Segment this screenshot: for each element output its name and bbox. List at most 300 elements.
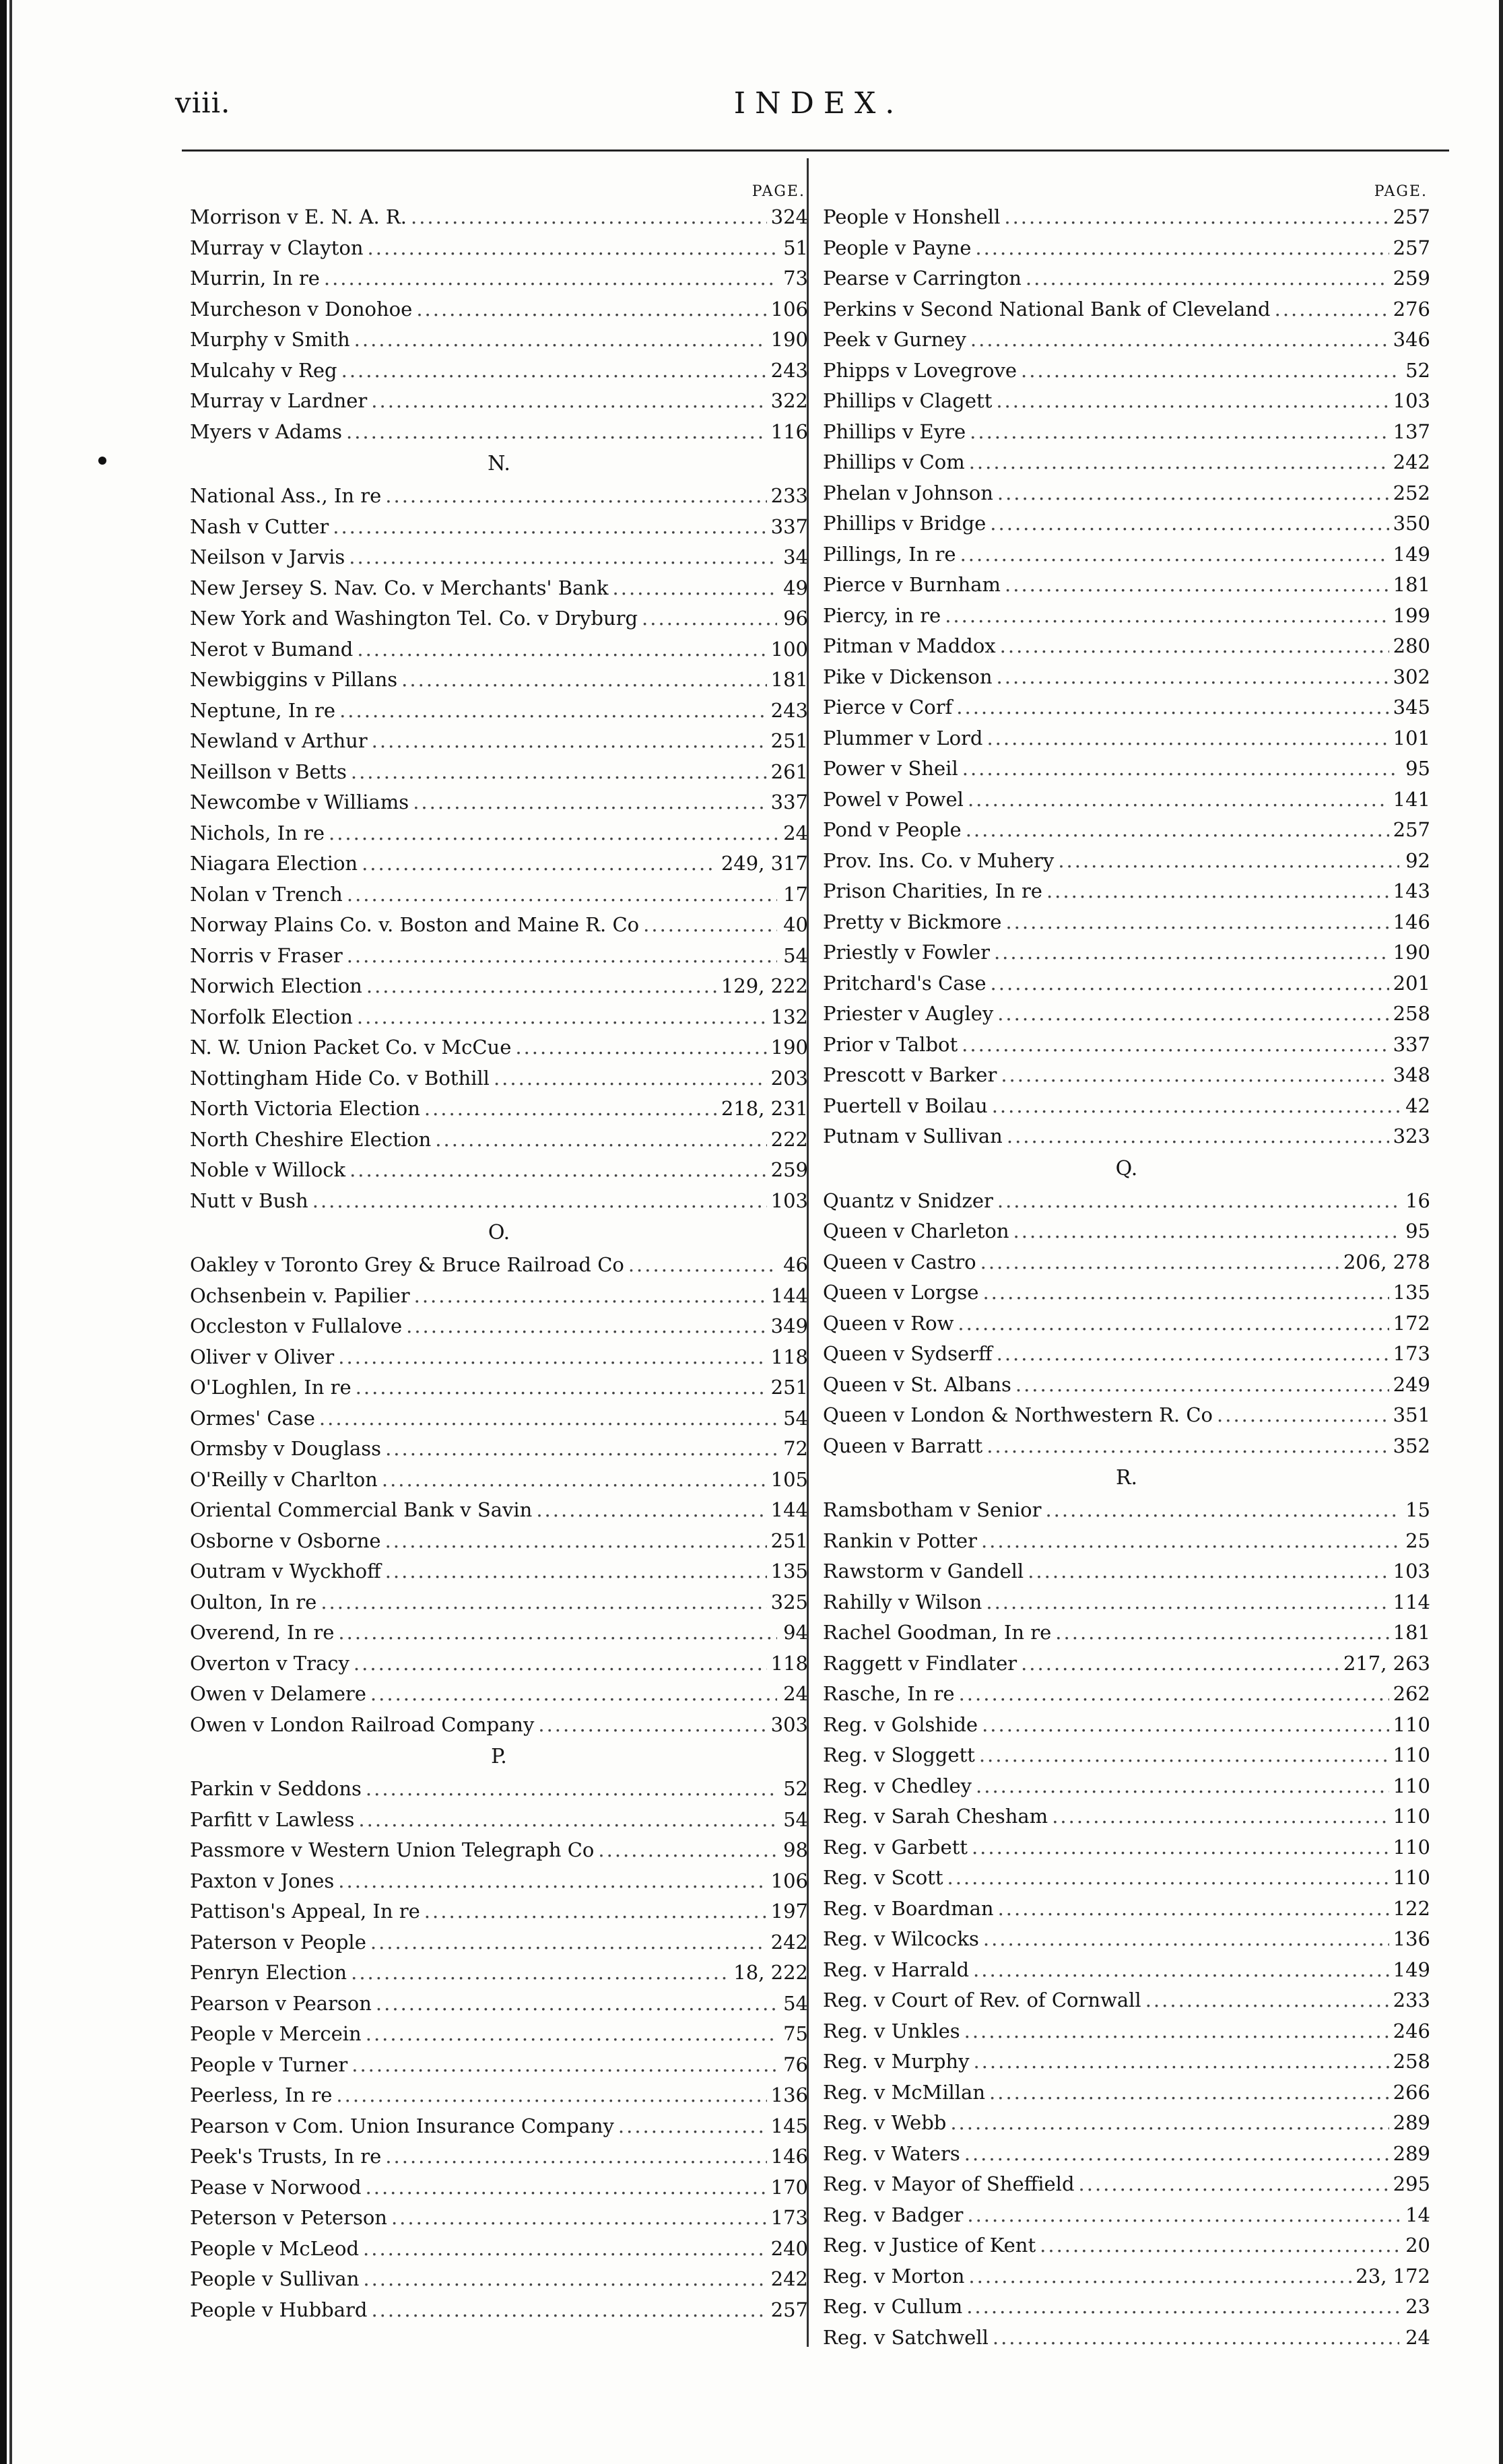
index-entry: [823, 2077, 1430, 2108]
index-entry: [190, 910, 808, 941]
page-number: 118: [770, 1651, 808, 1675]
index-entry: [823, 2323, 1430, 2354]
case-name: Rasche, In re: [823, 1682, 955, 1705]
dot-leader: [959, 1679, 1389, 1710]
dot-leader: [992, 1091, 1399, 1122]
case-name: New York and Washington Tel. Co. v Dryburg: [190, 607, 638, 630]
page-number: 149: [1393, 542, 1430, 566]
case-name: Morrison v E. N. A. R.: [190, 205, 407, 228]
page-number: 261: [770, 760, 808, 783]
dot-leader: [336, 2080, 766, 2111]
index-entry: [190, 2264, 808, 2295]
case-name: Reg. v Webb: [823, 2111, 947, 2134]
dot-leader: [1145, 1985, 1389, 2016]
index-entry: [190, 1495, 808, 1526]
page-number: 101: [1393, 726, 1430, 750]
page-number: 280: [1393, 634, 1430, 657]
page-number: 259: [770, 1158, 808, 1181]
dot-leader: [991, 968, 1389, 999]
case-name: Neillson v Betts: [190, 760, 347, 783]
index-entry: [823, 1924, 1430, 1955]
case-name: Pond v People: [823, 818, 962, 841]
index-entry: [823, 325, 1430, 356]
case-name: Outram v Wyckhoff: [190, 1560, 381, 1583]
index-entry: [190, 1342, 808, 1373]
page-number: 94: [783, 1621, 808, 1644]
index-entry: [823, 1091, 1430, 1122]
index-entry: [190, 2295, 808, 2326]
dot-leader: [618, 2111, 767, 2142]
page-number: 258: [1393, 1002, 1430, 1025]
page-number: 144: [770, 1498, 808, 1521]
index-entry: [190, 386, 808, 417]
dot-leader: [1217, 1400, 1389, 1431]
index-entry: [823, 1771, 1430, 1802]
dot-leader: [357, 1002, 767, 1033]
dot-leader: [1058, 846, 1399, 877]
dot-leader: [962, 1030, 1389, 1061]
index-entry: [190, 2141, 808, 2172]
page-number: 54: [783, 943, 808, 967]
dot-leader: [993, 2323, 1399, 2354]
index-entry: [190, 294, 808, 325]
index-entry: [190, 1403, 808, 1434]
case-name: Reg. v Golshide: [823, 1712, 978, 1736]
page-number: 251: [770, 729, 808, 752]
dot-leader: [357, 634, 766, 665]
dot-leader: [333, 512, 766, 543]
case-name: Oulton, In re: [190, 1590, 317, 1613]
index-entry: [190, 1125, 808, 1156]
dot-leader: [990, 508, 1389, 539]
index-section: [190, 447, 808, 1216]
section-letter-heading: N.: [488, 452, 510, 475]
index-entry: [823, 294, 1430, 325]
page-number: 190: [770, 328, 808, 351]
page-number: 122: [1393, 1896, 1430, 1920]
page-number: 249, 317: [721, 852, 808, 875]
index-entry: [823, 1587, 1430, 1618]
case-name: Noble v Willock: [190, 1158, 346, 1181]
page-number: 337: [770, 514, 808, 538]
case-name: Reg. v Harrald: [823, 1958, 970, 1981]
index-section: [823, 1461, 1430, 2353]
index-entry: [190, 879, 808, 910]
page-number: 75: [783, 2022, 808, 2045]
index-entry: [823, 754, 1430, 785]
index-entry: [823, 1526, 1430, 1557]
case-name: Occleston v Fullalove: [190, 1314, 403, 1337]
case-name: Pearson v Com. Union Insurance Company: [190, 2114, 614, 2137]
index-entry: [190, 417, 808, 448]
index-entry: [190, 202, 808, 233]
case-name: Queen v Charleton: [823, 1220, 1009, 1242]
page-number: 258: [1393, 2050, 1430, 2073]
index-entry: [823, 1649, 1430, 1679]
index-entry: [190, 1989, 808, 2020]
case-name: Murrin, In re: [190, 267, 320, 290]
dot-leader: [494, 1063, 767, 1094]
case-name: Reg. v Badger: [823, 2203, 964, 2226]
index-entry: [823, 601, 1430, 632]
dot-leader: [354, 325, 767, 356]
dot-leader: [1021, 1649, 1339, 1679]
index-entry: [190, 1835, 808, 1866]
case-name: Putnam v Sullivan: [823, 1125, 1003, 1147]
index-entry: [823, 478, 1430, 509]
index-entry: [190, 1250, 808, 1281]
dot-leader: [996, 386, 1389, 417]
index-entry: [190, 1465, 808, 1496]
page-number: 337: [770, 791, 808, 813]
dot-leader: [515, 1032, 766, 1063]
index-entry: [823, 2261, 1430, 2292]
dot-leader: [598, 1835, 777, 1866]
case-name: N. W. Union Packet Co. v McCue: [190, 1036, 512, 1059]
page-number: 246: [1393, 2019, 1430, 2042]
page-number: 110: [1393, 1774, 1430, 1797]
case-name: Prescott v Barker: [823, 1063, 997, 1086]
page-number: 145: [770, 2114, 808, 2137]
index-column-right: [823, 182, 1430, 2353]
page-number: 15: [1405, 1498, 1430, 1521]
dot-leader: [643, 910, 777, 941]
index-entry: [823, 785, 1430, 815]
case-name: Norfolk Election: [190, 1005, 353, 1028]
page-number: 173: [770, 2206, 808, 2229]
case-name: Puertell v Boilau: [823, 1094, 988, 1117]
case-name: Rankin v Potter: [823, 1529, 977, 1552]
dot-leader: [413, 787, 766, 818]
page-number: 25: [1405, 1529, 1430, 1552]
case-name: Owen v London Railroad Company: [190, 1712, 535, 1736]
page-edge-binding: [0, 0, 7, 2464]
index-entry: [823, 1030, 1430, 1061]
index-entry: [823, 233, 1430, 264]
dot-leader: [538, 1710, 766, 1741]
case-name: O'Loghlen, In re: [190, 1376, 352, 1399]
case-name: Pattison's Appeal, In re: [190, 1900, 420, 1923]
index-entry: [190, 1896, 808, 1927]
dot-leader: [363, 2264, 766, 2295]
page-column-label: PAGE.: [752, 183, 805, 200]
case-name: Piercy, in re: [823, 603, 941, 627]
case-name: Owen v Delamere: [190, 1682, 366, 1705]
case-name: Raggett v Findlater: [823, 1651, 1017, 1675]
dot-leader: [1005, 907, 1389, 938]
page-edge-right: [1499, 0, 1503, 2464]
page-number: 135: [770, 1560, 808, 1583]
page-number: 24: [1405, 2325, 1430, 2349]
dot-leader: [358, 1805, 777, 1836]
index-entry: [823, 417, 1430, 448]
dot-leader: [975, 233, 1389, 264]
case-name: Parkin v Seddons: [190, 1777, 362, 1800]
dot-leader: [352, 2050, 777, 2081]
index-entry: [823, 1277, 1430, 1308]
index-entry: [190, 726, 808, 757]
page-number: 240: [770, 2236, 808, 2260]
index-entry: [190, 665, 808, 696]
page-number: 172: [1393, 1311, 1430, 1335]
index-entry: [190, 603, 808, 634]
page-number: 295: [1393, 2172, 1430, 2195]
page-number: 106: [770, 1869, 808, 1892]
index-entry: [190, 573, 808, 604]
case-name: Phelan v Johnson: [823, 481, 993, 504]
page-number: 116: [770, 420, 808, 443]
dot-leader: [987, 1431, 1389, 1462]
page-number: 24: [783, 1682, 808, 1705]
case-name: Parfitt v Lawless: [190, 1807, 355, 1831]
case-name: Ormes' Case: [190, 1406, 315, 1430]
case-name: Queen v Sydserff: [823, 1342, 993, 1365]
page-number: 137: [1393, 420, 1430, 443]
case-name: Neptune, In re: [190, 698, 336, 722]
case-name: Reg. v Garbett: [823, 1835, 968, 1859]
page-number: 324: [770, 205, 808, 228]
index-entry: [190, 233, 808, 264]
dot-leader: [1079, 2169, 1389, 2200]
section-letter-heading: Q.: [1115, 1156, 1138, 1180]
case-name: Reg. v Mayor of Sheffield: [823, 2172, 1075, 2195]
page-number: 149: [1393, 1958, 1430, 1981]
case-name: Phillips v Eyre: [823, 420, 966, 443]
case-name: Reg. v Murphy: [823, 2050, 970, 2073]
page-number: 105: [770, 1467, 808, 1491]
case-name: Nottingham Hide Co. v Bothill: [190, 1066, 490, 1090]
case-name: Prov. Ins. Co. v Muhery: [823, 848, 1055, 872]
page-number: 323: [1393, 1125, 1430, 1147]
page-number: 242: [1393, 451, 1430, 473]
case-name: Ormsby v Douglass: [190, 1437, 382, 1460]
index-entry: [823, 1308, 1430, 1339]
case-name: Rawstorm v Gandell: [823, 1560, 1024, 1583]
page-number: 143: [1393, 879, 1430, 902]
dot-leader: [958, 1308, 1389, 1339]
dot-leader: [982, 1710, 1389, 1741]
case-name: Prior v Talbot: [823, 1032, 958, 1056]
dot-leader: [354, 1649, 767, 1679]
case-name: Quantz v Snidzer: [823, 1189, 993, 1212]
index-entry: [190, 634, 808, 665]
case-name: Osborne v Osborne: [190, 1529, 381, 1552]
case-name: Queen v Row: [823, 1311, 954, 1335]
index-section: [190, 202, 808, 447]
dot-leader: [1015, 1370, 1389, 1401]
dot-leader: [998, 1894, 1389, 1925]
page-number: 118: [770, 1345, 808, 1368]
index-entry: [190, 848, 808, 879]
dot-leader: [414, 1281, 767, 1312]
case-name: Phillips v Bridge: [823, 512, 987, 535]
dot-leader: [347, 941, 777, 972]
index-entry: [190, 2050, 808, 2081]
page-number: 146: [770, 2145, 808, 2168]
index-entry: [190, 2234, 808, 2265]
page-number: 199: [1393, 603, 1430, 627]
page-number: 103: [770, 1189, 808, 1212]
dot-leader: [385, 1556, 767, 1587]
page-number: 17: [783, 882, 808, 906]
dot-leader: [976, 1771, 1389, 1802]
page-number: 350: [1393, 512, 1430, 535]
page-number: 266: [1393, 2080, 1430, 2104]
dot-leader: [970, 325, 1389, 356]
dot-leader: [973, 2046, 1389, 2077]
dot-leader: [329, 818, 777, 849]
case-name: Nerot v Bumand: [190, 637, 354, 661]
case-name: Murcheson v Donohoe: [190, 297, 413, 321]
index-entry: [823, 508, 1430, 539]
page-number: 110: [1393, 1712, 1430, 1736]
page-number: 54: [783, 1406, 808, 1430]
dot-leader: [366, 2019, 777, 2050]
index-entry: [190, 2172, 808, 2203]
case-name: Nutt v Bush: [190, 1189, 308, 1212]
case-name: Overton v Tracy: [190, 1651, 349, 1675]
index-entry: [823, 968, 1430, 999]
page-header: [175, 86, 1463, 133]
page-number: 24: [783, 821, 808, 844]
case-name: Reg. v Sloggett: [823, 1743, 975, 1766]
case-name: Neilson v Jarvis: [190, 545, 345, 568]
case-name: Nash v Cutter: [190, 514, 329, 538]
page-number: 110: [1393, 1835, 1430, 1859]
page-number: 325: [770, 1590, 808, 1613]
case-name: Norris v Fraser: [190, 943, 343, 967]
index-entry: [823, 1121, 1430, 1152]
page-number: 170: [770, 2175, 808, 2199]
index-entry: [823, 202, 1430, 233]
index-entry: [823, 631, 1430, 662]
index-section: [190, 1740, 808, 2325]
index-entry: [823, 846, 1430, 877]
page-column-label: PAGE.: [1374, 183, 1428, 200]
page-number: 348: [1393, 1063, 1430, 1086]
section-letter-heading: O.: [488, 1221, 510, 1244]
dot-leader: [349, 542, 777, 573]
index-entry: [823, 723, 1430, 754]
dot-leader: [1013, 1216, 1399, 1247]
page-number: 262: [1393, 1682, 1430, 1705]
page-number: 92: [1405, 848, 1430, 872]
page-number: 129, 222: [721, 974, 808, 997]
dot-leader: [1007, 1121, 1389, 1152]
case-name: Ramsbotham v Senior: [823, 1498, 1042, 1521]
dot-leader: [368, 233, 777, 264]
case-name: Norway Plains Co. v. Boston and Maine R. Co: [190, 913, 640, 936]
index-entry: [190, 1311, 808, 1342]
dot-leader: [351, 1958, 729, 1989]
case-name: Passmore v Western Union Telegraph Co: [190, 1838, 595, 1861]
case-name: Reg. v McMillan: [823, 2080, 986, 2104]
index-entry: [823, 1955, 1430, 1986]
case-name: Pierce v Burnham: [823, 573, 1001, 596]
index-entry: [823, 1832, 1430, 1863]
dot-leader: [945, 601, 1389, 632]
case-name: People v Hubbard: [190, 2298, 368, 2321]
index-entry: [190, 1958, 808, 1989]
case-name: Reg. v Unkles: [823, 2019, 960, 2042]
page-number: 110: [1393, 1743, 1430, 1766]
index-entry: [823, 386, 1430, 417]
index-section: [190, 1216, 808, 1740]
case-name: New Jersey S. Nav. Co. v Merchants' Bank: [190, 576, 609, 599]
page-number: 322: [770, 389, 808, 412]
dot-leader: [347, 879, 777, 910]
index-entry: [190, 1526, 808, 1557]
case-name: Peterson v Peterson: [190, 2206, 387, 2229]
case-name: Phillips v Com: [823, 451, 965, 473]
page-number: 110: [1393, 1866, 1430, 1889]
section-letter-heading: P.: [491, 1745, 507, 1768]
dot-leader: [986, 1587, 1389, 1618]
dot-leader: [994, 937, 1389, 968]
dot-leader: [997, 999, 1389, 1030]
index-entry: [823, 1801, 1430, 1832]
case-name: Newland v Arthur: [190, 729, 368, 752]
dot-leader: [1040, 2230, 1399, 2261]
page-number: 243: [770, 698, 808, 722]
index-entry: [190, 1556, 808, 1587]
index-entry: [190, 1186, 808, 1217]
index-entry: [823, 1339, 1430, 1370]
page-number: 54: [783, 1991, 808, 2015]
index-entry: [823, 2200, 1430, 2231]
page-number: 218, 231: [721, 1097, 808, 1120]
page-number: 110: [1393, 1805, 1430, 1828]
case-name: Queen v Lorgse: [823, 1281, 979, 1304]
index-entry: [190, 696, 808, 727]
dot-leader: [989, 2077, 1389, 2108]
dot-leader: [980, 1247, 1339, 1278]
page-number: 346: [1393, 328, 1430, 351]
index-entry: [190, 542, 808, 573]
page-number: 146: [1393, 910, 1430, 933]
index-entry: [823, 263, 1430, 294]
page-number: 141: [1393, 787, 1430, 811]
case-name: Reg. v Satchwell: [823, 2325, 989, 2349]
index-entry: [190, 1281, 808, 1312]
dot-leader: [385, 1526, 767, 1557]
case-name: Rachel Goodman, In re: [823, 1621, 1052, 1644]
index-entry: [190, 1679, 808, 1710]
dot-leader: [962, 754, 1399, 785]
case-name: Perkins v Second National Bank of Cleveland: [823, 297, 1271, 321]
index-entry: [823, 2139, 1430, 2170]
dot-leader: [947, 1863, 1389, 1894]
dot-leader: [424, 1094, 717, 1125]
page-title: INDEX.: [733, 86, 904, 121]
page-number: 14: [1405, 2203, 1430, 2226]
case-name: People v McLeod: [190, 2236, 360, 2260]
index-entry: [823, 1400, 1430, 1431]
dot-leader: [628, 1250, 777, 1281]
index-entry: [823, 1985, 1430, 2016]
dot-leader: [366, 971, 717, 1002]
index-entry: [823, 1431, 1430, 1462]
case-name: Ochsenbein v. Papilier: [190, 1284, 410, 1307]
case-name: Norwich Election: [190, 974, 362, 997]
page-number: 197: [770, 1900, 808, 1923]
dot-leader: [382, 1465, 767, 1496]
index-entry: [823, 999, 1430, 1030]
page-number: 303: [770, 1712, 808, 1736]
case-name: Pierce v Corf: [823, 696, 953, 719]
dot-leader: [366, 1774, 777, 1805]
dot-leader: [964, 2016, 1389, 2047]
